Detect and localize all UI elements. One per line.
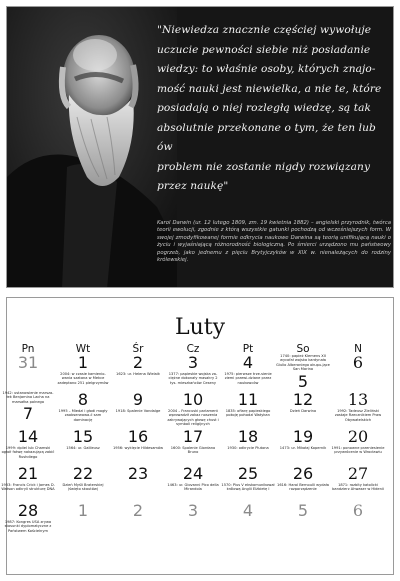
calendar-day [165, 354, 221, 392]
day-event-note: 1975: pierwsze trze-sienie ziemi przewi-dziane przez naukowców [224, 372, 272, 385]
calendar-day [55, 354, 111, 392]
weekday-label: Pt [242, 343, 254, 355]
calendar-day [220, 502, 276, 540]
day-number: 27 [347, 464, 369, 483]
calendar-day [275, 465, 331, 503]
calendar-day [165, 465, 221, 503]
day-event-note: 1600: Spalenie Giordano Bruno [170, 446, 216, 455]
day-number: 1 [77, 353, 89, 372]
calendar-day [165, 428, 221, 466]
quote-card [6, 6, 394, 288]
day-event-note: Dzień Myśli Braterskiej (święto skautów) [62, 483, 104, 492]
day-number: 9 [132, 390, 144, 409]
day-event-note: 1942: ustanowienie marsza-łek Benjamina Lacha na marsałka polnego [2, 391, 54, 404]
calendar-day [165, 391, 221, 429]
day-number: 11 [237, 390, 259, 409]
calendar-day [220, 428, 276, 466]
day-number: 16 [127, 427, 149, 446]
calendar-day [110, 428, 166, 466]
day-number: 8 [77, 390, 89, 409]
weekday-label: N [354, 343, 362, 355]
calendar-day [55, 502, 111, 540]
calendar-day [0, 428, 56, 466]
calendar-day [55, 465, 111, 503]
calendar-day [220, 465, 276, 503]
day-event-note: Dzień Darwina [289, 409, 317, 413]
quote-line: uczucie pewności siebie niż posiadanie [157, 43, 371, 56]
month-title: Luty [174, 315, 226, 340]
calendar-day [220, 354, 276, 392]
calendar-day [0, 465, 56, 503]
calendar-day [275, 354, 331, 392]
day-event-note: 2004: w czasie kamienio-wania szatana w Mekce zadeptano 251 pielgrzymów [57, 372, 109, 385]
day-number: 12 [292, 390, 314, 409]
day-number: 15 [72, 427, 94, 446]
darwin-quote [157, 21, 393, 197]
calendar-day [55, 391, 111, 429]
day-number: 18 [237, 427, 259, 446]
day-event-note: 1377: papieskie wojska za-ciężne dokonały masakry 2 tys. mieszkańców Ceseny [168, 372, 218, 385]
quote-line: mość nauki jest niewielka, a nie te, które [157, 82, 382, 95]
calendar-day [220, 391, 276, 429]
day-event-note: 1995 – Miedzi i głodi mogły zaobserwowa-ć sam dominację [58, 409, 108, 422]
day-event-note: 1871: rozbity katolicki bandzierz Ahwaser w Hidenii [332, 483, 384, 492]
calendar-day [110, 354, 166, 392]
calendar-day [330, 391, 386, 429]
weekday-label: So [296, 343, 310, 355]
day-event-note: 1564: ur. Galileusz [66, 446, 100, 450]
day-number: 2 [132, 353, 144, 372]
calendar-day [110, 391, 166, 429]
day-number: 4 [242, 353, 254, 372]
day-number: 17 [182, 427, 204, 446]
weekday-label: Śr [132, 343, 144, 355]
darwin-bio: Karol Darwin (ur. 12 lutego 1809, zm. 19 kwietnia 1882) – angielski przyrodnik, twórca teorii ewolucji, zgodnie z którą wszystkie gatunki pochodzą od wcześniejszych form. W swojej zmodyfikowanej formie odkrycia naukowe Darwina są teorią unifikującą nauki o życiu i wyjaśniającą różnorodność biologiczną. Po śmierci urządzono mu państwowy pogrzeb, jako jednemu z pięciu Brytyjczyków w XIX w. nienależących do rodziny królewskiej. [157, 220, 391, 264]
day-number: 24 [182, 464, 204, 483]
day-number: 23 [127, 464, 149, 483]
calendar-day [275, 428, 331, 466]
day-event-note: 1570: Pius V ekskomunikował królową Anglii Elżbietę I [221, 483, 275, 492]
day-event-note: 1740: papież Klemens XII wycofał wojska kardynała Giulio Alberoniego okupu-jące San Marino [276, 354, 330, 372]
day-number: 7 [22, 404, 34, 424]
quote-line: przez naukę" [157, 180, 229, 192]
day-number: 20 [347, 427, 369, 446]
day-number: 13 [347, 390, 369, 409]
day-event-note: 2004 – Francuski parlament wprowadził zakaz noszenia zakrywających głowę chust i symboli religijnych [167, 409, 219, 427]
calendar-day [165, 502, 221, 540]
day-number: 25 [237, 464, 259, 483]
day-event-note: 1992: Tadeusz Zieliński zostaje Rzecznikiem Praw Obywatelskich [334, 409, 382, 422]
day-number: 5 [297, 371, 309, 391]
calendar-card [1, 297, 394, 575]
day-number: 3 [187, 353, 199, 372]
calendar-day [330, 502, 386, 540]
day-number: 26 [292, 464, 314, 483]
day-event-note: 1835: ofiarę papieskiego pokoję pohodzi Watykan [225, 409, 271, 418]
day-event-note: 1991: ponowne przeniesienie przywrócenie w Wrocławiu [331, 446, 385, 455]
weekday-label: Cz [186, 343, 200, 355]
darwin-portrait [7, 7, 177, 288]
day-event-note: 1918: Spalenie Vandalge [115, 409, 161, 413]
quote-line: absolutnie przekonane o tym, że ten lub ów [157, 121, 376, 153]
calendar-day [275, 391, 331, 429]
day-number: 5 [297, 501, 309, 520]
day-event-note: 1623: ur. Helena Wielaik [116, 372, 160, 376]
day-event-note: 1930: odkrycie Plutona [227, 446, 269, 450]
day-event-note: 1616: Harol Bernoulli wydała rozporządzenie [277, 483, 329, 492]
day-number: 2 [132, 501, 144, 520]
calendar-day [0, 354, 56, 392]
calendar-day [330, 428, 386, 466]
calendar-day [330, 354, 386, 392]
calendar-day [330, 465, 386, 503]
calendar-day [110, 502, 166, 540]
calendar-day [0, 502, 56, 540]
weekday-label: Pn [21, 343, 35, 355]
day-number: 3 [187, 501, 199, 520]
day-number: 1 [77, 501, 89, 520]
day-number: 31 [17, 353, 39, 372]
day-event-note: 1987: Kongres USA zrywa stosunki dyplomatyczne z Państwem Kościelnym [4, 520, 52, 533]
day-number: 19 [292, 427, 314, 446]
day-event-note: 1953: Francis Crick i James D. Watson odkryli strukturę DNA [1, 483, 55, 492]
day-number: 14 [17, 427, 39, 446]
day-event-note: 1999: dpiiel lub Chamski ogłoił fatwę nakazującą zabić Rushdiego [1, 446, 55, 459]
day-event-note: 1463: ur. Giovanni Pico della Mirandola [167, 483, 219, 492]
day-number: 10 [182, 390, 204, 409]
calendar-day [55, 428, 111, 466]
calendar-day [0, 391, 56, 429]
day-number: 6 [352, 501, 364, 520]
day-number: 28 [17, 501, 39, 520]
quote-line: posiadają o niej rozległą wiedzę, są tak [157, 102, 372, 114]
quote-line: "Niewiedza znacznie częściej wywołuje [157, 24, 372, 36]
day-number: 6 [352, 353, 364, 372]
day-event-note: 1473: ur. Mikołaj Kopernik [279, 446, 327, 450]
day-event-note: 1956: wyklęcie Hildesamów [112, 446, 164, 450]
day-number: 21 [17, 464, 39, 483]
quote-line: wiedzy: to właśnie osoby, których znajo- [157, 63, 376, 75]
day-number: 22 [72, 464, 94, 483]
day-number: 4 [242, 501, 254, 520]
calendar-day [275, 502, 331, 540]
quote-line: problem nie zostanie nigdy rozwiązany [157, 160, 371, 173]
weekday-label: Wt [75, 343, 91, 355]
calendar-day [110, 465, 166, 503]
